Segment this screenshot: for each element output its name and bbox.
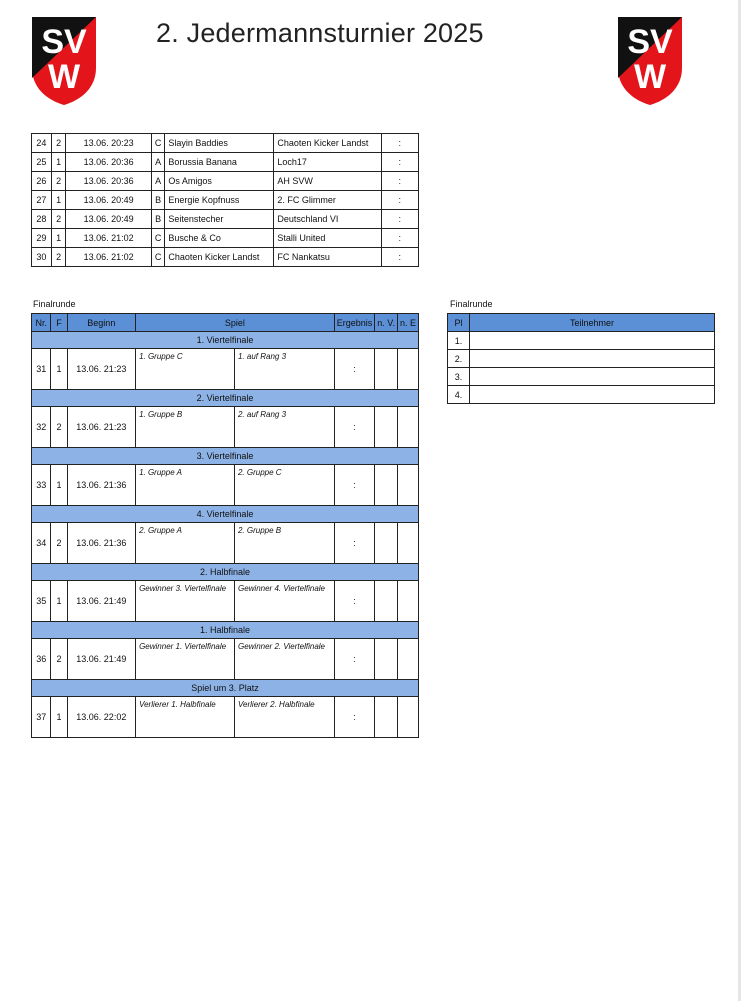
game-time: 13.06. 21:23 bbox=[67, 349, 136, 390]
table-row bbox=[448, 386, 715, 404]
game-nr: 26 bbox=[32, 172, 52, 191]
game-result: : bbox=[334, 349, 375, 390]
nv-cell bbox=[375, 407, 398, 448]
table-row bbox=[32, 191, 419, 210]
logo-text-bottom: W bbox=[633, 58, 667, 96]
game-field: 2 bbox=[51, 639, 67, 680]
game-field: 2 bbox=[51, 134, 66, 153]
ne-cell bbox=[397, 581, 418, 622]
col-spiel: Spiel bbox=[136, 314, 335, 332]
col-nv: n. V. bbox=[375, 314, 398, 332]
nv-cell bbox=[375, 697, 398, 738]
col-ergebnis: Ergebnis bbox=[334, 314, 375, 332]
game-group: C bbox=[151, 248, 165, 267]
ne-cell bbox=[397, 407, 418, 448]
game-result: : bbox=[381, 229, 419, 248]
participant-cell bbox=[469, 368, 714, 386]
team-1: Os Amigos bbox=[165, 172, 274, 191]
game-time: 13.06. 21:02 bbox=[66, 248, 151, 267]
team-1: Energie Kopfnuss bbox=[165, 191, 274, 210]
page-title: 2. Jedermannsturnier 2025 bbox=[156, 18, 484, 48]
nv-cell bbox=[375, 349, 398, 390]
table-row bbox=[32, 172, 419, 191]
table-row bbox=[448, 350, 715, 368]
table-row bbox=[448, 332, 715, 350]
logo-text-bottom: W bbox=[47, 58, 81, 96]
round-name: Spiel um 3. Platz bbox=[32, 680, 419, 697]
round-name: 4. Viertelfinale bbox=[32, 506, 419, 523]
table-row bbox=[32, 134, 419, 153]
slot-1: Gewinner 3. Viertelfinale bbox=[136, 581, 235, 622]
place-number: 2. bbox=[448, 350, 470, 368]
table-row bbox=[32, 349, 419, 390]
table-row bbox=[32, 407, 419, 448]
game-time: 13.06. 20:49 bbox=[66, 210, 151, 229]
slot-1: 1. Gruppe B bbox=[136, 407, 235, 448]
participant-cell bbox=[469, 332, 714, 350]
slot-1: 2. Gruppe A bbox=[136, 523, 235, 564]
game-time: 13.06. 20:49 bbox=[66, 191, 151, 210]
game-result: : bbox=[334, 465, 375, 506]
round-header-row bbox=[32, 448, 419, 465]
game-nr: 31 bbox=[32, 349, 51, 390]
game-group: B bbox=[151, 210, 165, 229]
finals-label: Finalrunde bbox=[33, 299, 76, 309]
group-games-table bbox=[31, 133, 419, 267]
game-time: 13.06. 21:49 bbox=[67, 581, 136, 622]
game-result: : bbox=[381, 210, 419, 229]
game-field: 1 bbox=[51, 229, 66, 248]
game-field: 2 bbox=[51, 248, 66, 267]
game-nr: 34 bbox=[32, 523, 51, 564]
slot-2: Gewinner 4. Viertelfinale bbox=[234, 581, 334, 622]
game-result: : bbox=[334, 581, 375, 622]
col-teilnehmer: Teilnehmer bbox=[469, 314, 714, 332]
game-field: 1 bbox=[51, 697, 67, 738]
participant-cell bbox=[469, 386, 714, 404]
place-number: 1. bbox=[448, 332, 470, 350]
game-nr: 37 bbox=[32, 697, 51, 738]
game-result: : bbox=[381, 248, 419, 267]
game-field: 1 bbox=[51, 465, 67, 506]
svw-logo-right bbox=[617, 16, 683, 106]
game-result: : bbox=[381, 153, 419, 172]
slot-2: Verlierer 2. Halbfinale bbox=[234, 697, 334, 738]
team-1: Seitenstecher bbox=[165, 210, 274, 229]
round-header-row bbox=[32, 390, 419, 407]
game-time: 13.06. 20:36 bbox=[66, 172, 151, 191]
round-name: 2. Viertelfinale bbox=[32, 390, 419, 407]
slot-1: Verlierer 1. Halbfinale bbox=[136, 697, 235, 738]
slot-2: 1. auf Rang 3 bbox=[234, 349, 334, 390]
svw-crest-icon bbox=[617, 16, 683, 106]
game-result: : bbox=[381, 191, 419, 210]
finals-table bbox=[31, 313, 419, 738]
finals-header-row bbox=[32, 314, 419, 332]
nv-cell bbox=[375, 581, 398, 622]
game-time: 13.06. 20:36 bbox=[66, 153, 151, 172]
slot-2: 2. auf Rang 3 bbox=[234, 407, 334, 448]
nv-cell bbox=[375, 639, 398, 680]
slot-1: Gewinner 1. Viertelfinale bbox=[136, 639, 235, 680]
game-time: 13.06. 21:23 bbox=[67, 407, 136, 448]
ne-cell bbox=[397, 523, 418, 564]
table-row bbox=[448, 368, 715, 386]
team-1: Slayin Baddies bbox=[165, 134, 274, 153]
team-1: Busche & Co bbox=[165, 229, 274, 248]
game-time: 13.06. 20:23 bbox=[66, 134, 151, 153]
game-nr: 27 bbox=[32, 191, 52, 210]
table-row bbox=[32, 248, 419, 267]
round-name: 1. Halbfinale bbox=[32, 622, 419, 639]
game-nr: 35 bbox=[32, 581, 51, 622]
col-beginn: Beginn bbox=[67, 314, 136, 332]
game-field: 2 bbox=[51, 210, 66, 229]
place-number: 4. bbox=[448, 386, 470, 404]
round-name: 2. Halbfinale bbox=[32, 564, 419, 581]
game-group: A bbox=[151, 153, 165, 172]
round-header-row bbox=[32, 506, 419, 523]
game-result: : bbox=[381, 172, 419, 191]
table-row bbox=[32, 465, 419, 506]
game-time: 13.06. 21:02 bbox=[66, 229, 151, 248]
ne-cell bbox=[397, 349, 418, 390]
ranking-header-row bbox=[448, 314, 715, 332]
game-nr: 30 bbox=[32, 248, 52, 267]
game-nr: 24 bbox=[32, 134, 52, 153]
nv-cell bbox=[375, 523, 398, 564]
ne-cell bbox=[397, 465, 418, 506]
round-header-row bbox=[32, 564, 419, 581]
logo-text-top: SV bbox=[41, 23, 87, 61]
game-nr: 36 bbox=[32, 639, 51, 680]
game-field: 2 bbox=[51, 523, 67, 564]
slot-2: 2. Gruppe B bbox=[234, 523, 334, 564]
game-nr: 29 bbox=[32, 229, 52, 248]
game-field: 1 bbox=[51, 191, 66, 210]
team-2: FC Nankatsu bbox=[274, 248, 381, 267]
game-group: C bbox=[151, 229, 165, 248]
team-1: Borussia Banana bbox=[165, 153, 274, 172]
svw-crest-icon bbox=[31, 16, 97, 106]
team-1: Chaoten Kicker Landst bbox=[165, 248, 274, 267]
game-result: : bbox=[334, 639, 375, 680]
slot-1: 1. Gruppe A bbox=[136, 465, 235, 506]
table-row bbox=[32, 581, 419, 622]
table-row bbox=[32, 153, 419, 172]
table-row bbox=[32, 523, 419, 564]
team-2: AH SVW bbox=[274, 172, 381, 191]
col-ne: n. E bbox=[397, 314, 418, 332]
round-header-row bbox=[32, 680, 419, 697]
team-2: Deutschland VI bbox=[274, 210, 381, 229]
game-time: 13.06. 22:02 bbox=[67, 697, 136, 738]
team-2: Loch17 bbox=[274, 153, 381, 172]
game-field: 1 bbox=[51, 581, 67, 622]
col-nr: Nr. bbox=[32, 314, 51, 332]
round-header-row bbox=[32, 332, 419, 349]
table-row bbox=[32, 210, 419, 229]
game-group: C bbox=[151, 134, 165, 153]
ne-cell bbox=[397, 697, 418, 738]
table-row bbox=[32, 229, 419, 248]
game-time: 13.06. 21:36 bbox=[67, 465, 136, 506]
game-result: : bbox=[334, 523, 375, 564]
place-number: 3. bbox=[448, 368, 470, 386]
col-pl: Pl bbox=[448, 314, 470, 332]
game-result: : bbox=[381, 134, 419, 153]
game-nr: 25 bbox=[32, 153, 52, 172]
slot-1: 1. Gruppe C bbox=[136, 349, 235, 390]
game-nr: 33 bbox=[32, 465, 51, 506]
game-time: 13.06. 21:36 bbox=[67, 523, 136, 564]
ne-cell bbox=[397, 639, 418, 680]
team-2: Stalli United bbox=[274, 229, 381, 248]
ranking-table bbox=[447, 313, 715, 404]
game-nr: 28 bbox=[32, 210, 52, 229]
slot-2: 2. Gruppe C bbox=[234, 465, 334, 506]
game-result: : bbox=[334, 697, 375, 738]
game-time: 13.06. 21:49 bbox=[67, 639, 136, 680]
team-2: 2. FC Glimmer bbox=[274, 191, 381, 210]
round-name: 1. Viertelfinale bbox=[32, 332, 419, 349]
game-group: A bbox=[151, 172, 165, 191]
round-name: 3. Viertelfinale bbox=[32, 448, 419, 465]
round-header-row bbox=[32, 622, 419, 639]
game-nr: 32 bbox=[32, 407, 51, 448]
game-field: 2 bbox=[51, 172, 66, 191]
svw-logo-left bbox=[31, 16, 97, 106]
table-row bbox=[32, 639, 419, 680]
game-field: 1 bbox=[51, 349, 67, 390]
game-field: 2 bbox=[51, 407, 67, 448]
slot-2: Gewinner 2. Viertelfinale bbox=[234, 639, 334, 680]
game-field: 1 bbox=[51, 153, 66, 172]
table-row bbox=[32, 697, 419, 738]
logo-text-top: SV bbox=[627, 23, 673, 61]
ranking-label: Finalrunde bbox=[450, 299, 493, 309]
game-group: B bbox=[151, 191, 165, 210]
nv-cell bbox=[375, 465, 398, 506]
game-result: : bbox=[334, 407, 375, 448]
team-2: Chaoten Kicker Landst bbox=[274, 134, 381, 153]
col-f: F bbox=[51, 314, 67, 332]
participant-cell bbox=[469, 350, 714, 368]
